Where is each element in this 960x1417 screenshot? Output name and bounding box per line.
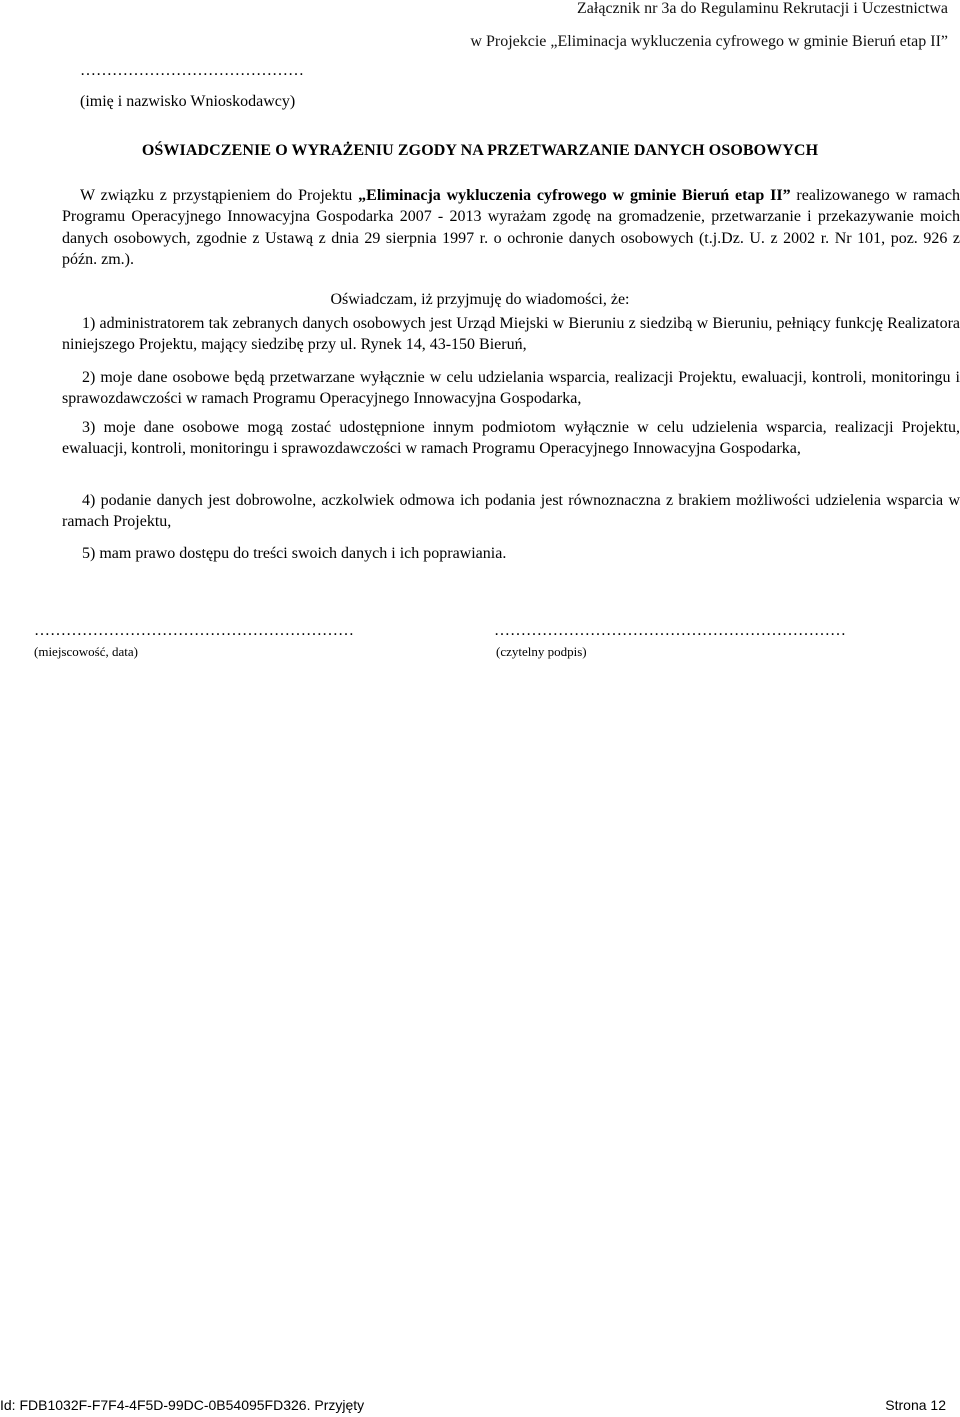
project-name: „Eliminacja wykluczenia cyfrowego w gminie Bieruń etap II” bbox=[358, 187, 791, 204]
attachment-header-line-1: Załącznik nr 3a do Regulaminu Rekrutacji i Uczestnictwa bbox=[577, 0, 948, 17]
place-date-field: …………………………………………………… bbox=[34, 622, 354, 639]
document-title: OŚWIADCZENIE O WYRAŻENIU ZGODY NA PRZETWARZANIE DANYCH OSOBOWYCH bbox=[141, 142, 819, 159]
declaration-item: 1) administratorem tak zebranych danych osobowych jest Urząd Miejski w Bieruniu z siedzibą w Bieruniu, pełniący funkcję Realizatora niniejszego Projektu, mający siedzibę przy ul. Rynek 14, 43-150 Bieruń, bbox=[62, 315, 960, 354]
intro-text-after: realizowanego w ramach Programu Operacyjnego Innowacyjna Gospodarka 2007 - 2013 wyrażam zgodę na gromadzenie, przetwarzanie i przekazywanie moich danych osobowych, zgodnie z Ustawą z dnia 29 sierpnia 1997 r. o ochronie danych osobowych (t.j.Dz. U. z 2002 r. Nr 101, poz. 926 z późn. zm.). bbox=[62, 187, 960, 268]
attachment-header-line-2: w Projekcie „Eliminacja wykluczenia cyfrowego w gminie Bieruń etap II” bbox=[470, 33, 948, 50]
declaration-item: 4) podanie danych jest dobrowolne, aczkolwiek odmowa ich podania jest równoznaczna z brakiem możliwości udzielenia wsparcia w ramach Projektu, bbox=[62, 492, 960, 531]
place-date-caption: (miejscowość, data) bbox=[34, 644, 138, 659]
intro-text-before: W związku z przystąpieniem do Projektu bbox=[80, 187, 359, 204]
intro-paragraph bbox=[62, 185, 960, 270]
signature-field: ………………………………………………………… bbox=[494, 622, 846, 639]
declaration-item: 3) moje dane osobowe mogą zostać udostępnione innym podmiotom wyłącznie w celu udzielenia wsparcia, realizacji Projektu, ewaluacji, kontroli, monitoringu i sprawozdawczości w ramach Programu Operacyjnego Innowacyjna Gospodarka, bbox=[62, 419, 960, 458]
signature-caption: (czytelny podpis) bbox=[496, 644, 587, 659]
applicant-name-caption: (imię i nazwisko Wnioskodawcy) bbox=[80, 93, 296, 110]
applicant-name-field: …………………………………… bbox=[80, 62, 304, 79]
footer-page-number: Strona 12 bbox=[885, 1397, 946, 1413]
footer-document-id: Id: FDB1032F-F7F4-4F5D-99DC-0B54095FD326. Przyjęty bbox=[0, 1397, 365, 1413]
declaration-item: 2) moje dane osobowe będą przetwarzane wyłącznie w celu udzielania wsparcia, realizacji Projektu, ewaluacji, kontroli, monitoringu i sprawozdawczości w ramach Programu Operacyjnego Innowacyjna Gospodarka, bbox=[62, 369, 960, 408]
declaration-item: 5) mam prawo dostępu do treści swoich danych i ich poprawiania. bbox=[82, 545, 507, 562]
declaration-heading: Oświadczam, iż przyjmuję do wiadomości, że: bbox=[330, 291, 630, 308]
